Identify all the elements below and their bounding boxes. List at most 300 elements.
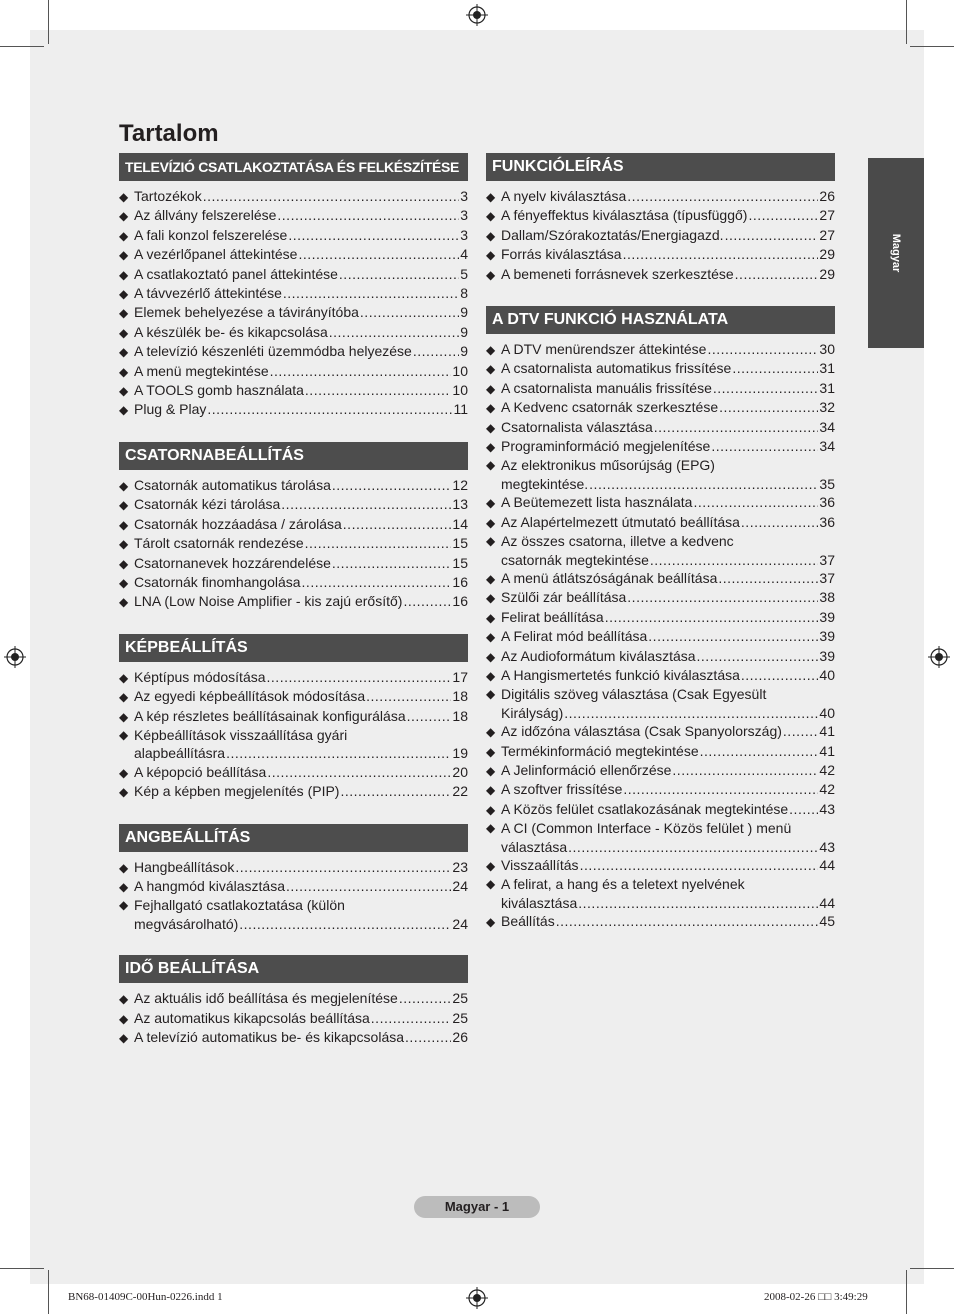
toc-entry[interactable] xyxy=(119,877,468,896)
toc-page-number: 37 xyxy=(819,551,835,568)
toc-entry[interactable] xyxy=(119,495,468,514)
toc-page-number: 18 xyxy=(452,707,468,724)
page-title: Tartalom xyxy=(119,120,219,147)
toc-entry[interactable] xyxy=(119,726,468,763)
section-heading: IDŐ BEÁLLÍTÁSA xyxy=(119,955,468,983)
toc-entry-label: A televízió készenléti üzemmódba helyezése xyxy=(134,343,412,360)
dot-leader xyxy=(360,303,459,321)
dot-leader xyxy=(413,342,459,360)
toc-entry[interactable] xyxy=(486,493,835,512)
toc-page-number: 16 xyxy=(452,593,468,610)
diamond-bullet-icon: ◆ xyxy=(119,190,129,204)
diamond-bullet-icon: ◆ xyxy=(486,343,496,358)
dot-leader xyxy=(741,513,819,531)
toc-entry-label: Plug & Play xyxy=(134,401,207,418)
toc-entry[interactable] xyxy=(119,362,468,381)
dot-leader xyxy=(713,379,819,397)
toc-entry-label: Fejhallgató csatlakoztatása (külön xyxy=(134,897,345,914)
diamond-bullet-icon: ◆ xyxy=(486,362,496,377)
dot-leader xyxy=(741,666,819,684)
toc-section xyxy=(119,442,468,612)
toc-page-number: 10 xyxy=(452,362,468,379)
diamond-bullet-icon: ◆ xyxy=(486,610,496,625)
crop-mark xyxy=(910,46,954,47)
toc-page-number: 45 xyxy=(819,913,835,930)
dot-leader xyxy=(707,340,818,358)
dot-leader xyxy=(732,359,818,377)
toc-entry-label: A menü átlátszóságának beállítása xyxy=(501,569,718,586)
toc-entry-label: A Beütemezett lista használata xyxy=(501,494,693,511)
diamond-bullet-icon: ◆ xyxy=(486,381,496,396)
toc-page-number: 34 xyxy=(819,438,835,455)
toc-entry[interactable] xyxy=(119,687,468,706)
toc-entry-label: Csatornanevek hozzárendelése xyxy=(134,554,331,571)
toc-entry[interactable] xyxy=(119,989,468,1008)
toc-entry-label: Az időzóna választása (Csak Spanyolország) xyxy=(501,723,782,740)
toc-page-number: 15 xyxy=(452,554,468,571)
diamond-bullet-icon: ◆ xyxy=(486,859,496,873)
diamond-bullet-icon: ◆ xyxy=(119,595,129,610)
toc-entry[interactable] xyxy=(486,513,835,532)
toc-entry-label: A csatlakoztató panel áttekintése xyxy=(134,265,338,282)
toc-entry-label-cont: alapbeállításra xyxy=(134,745,226,762)
toc-page-number: 31 xyxy=(819,379,835,396)
toc-page-number: 5 xyxy=(460,265,468,282)
diamond-bullet-icon: ◆ xyxy=(119,898,129,913)
toc-entry[interactable] xyxy=(119,265,468,284)
dot-leader xyxy=(226,744,451,762)
toc-page-number: 43 xyxy=(819,800,835,817)
toc-entry-label: Termékinformáció megtekintése xyxy=(501,742,699,759)
diamond-bullet-icon: ◆ xyxy=(119,498,129,513)
crop-mark xyxy=(906,0,907,44)
dot-leader xyxy=(267,668,452,686)
toc-entry-label: Csatornák kézi tárolása xyxy=(134,496,281,513)
diamond-bullet-icon: ◆ xyxy=(119,384,129,399)
crop-mark xyxy=(0,1268,44,1269)
dot-leader xyxy=(654,418,819,436)
toc-entry-label-cont: kiválasztása xyxy=(501,894,578,911)
toc-entry-label: A képopció beállítása xyxy=(134,763,267,780)
diamond-bullet-icon: ◆ xyxy=(486,228,496,243)
diamond-bullet-icon: ◆ xyxy=(486,440,496,455)
diamond-bullet-icon: ◆ xyxy=(486,783,496,798)
crop-mark xyxy=(910,1268,954,1269)
toc-entry-label: A kép részletes beállításainak konfigurálása xyxy=(134,707,406,724)
toc-entry[interactable] xyxy=(486,569,835,588)
dot-leader xyxy=(568,838,818,856)
dot-leader xyxy=(277,206,459,224)
toc-entry[interactable] xyxy=(119,342,468,361)
diamond-bullet-icon: ◆ xyxy=(486,915,496,930)
toc-entry[interactable] xyxy=(119,858,468,877)
dot-leader xyxy=(332,554,452,572)
toc-page-number: 26 xyxy=(452,1029,468,1045)
toc-entry-label: A Kedvenc csatornák szerkesztése xyxy=(501,399,719,416)
toc-entry[interactable] xyxy=(486,398,835,417)
toc-page-number: 8 xyxy=(460,285,468,302)
toc-entry[interactable] xyxy=(486,187,835,206)
diamond-bullet-icon: ◆ xyxy=(119,575,129,590)
toc-entry-label: Az egyedi képbeállítások módosítása xyxy=(134,688,366,705)
toc-entry-label: Felirat beállítása xyxy=(501,608,604,625)
toc-page-number: 9 xyxy=(460,323,468,340)
toc-entry-label: Képtípus módosítása xyxy=(134,668,266,685)
toc-entry[interactable] xyxy=(486,875,835,912)
toc-page-number: 34 xyxy=(819,418,835,435)
toc-page-number: 12 xyxy=(452,476,468,493)
toc-entry-label: Forrás kiválasztása xyxy=(501,246,622,263)
toc-entry[interactable] xyxy=(486,226,835,245)
toc-entry-label: Az aktuális idő beállítása és megjelenítése xyxy=(134,990,398,1007)
dot-leader xyxy=(648,627,818,645)
dot-leader xyxy=(589,475,818,493)
dot-leader xyxy=(305,381,452,399)
toc-entry[interactable] xyxy=(486,359,835,378)
diamond-bullet-icon: ◆ xyxy=(486,534,496,549)
toc-entry-label: A televízió automatikus be- és kikapcsolása xyxy=(134,1029,405,1045)
footer-file-info: BN68-01409C-00Hun-0226.indd 1 xyxy=(68,1291,223,1303)
toc-entry[interactable] xyxy=(486,379,835,398)
diamond-bullet-icon: ◆ xyxy=(119,478,129,493)
diamond-bullet-icon: ◆ xyxy=(119,325,129,340)
toc-section xyxy=(486,306,835,932)
section-heading: KÉPBEÁLLÍTÁS xyxy=(119,634,468,662)
toc-entry-label: A menü megtekintése xyxy=(134,362,269,379)
toc-page-number: 37 xyxy=(819,569,835,586)
diamond-bullet-icon: ◆ xyxy=(119,403,129,418)
diamond-bullet-icon: ◆ xyxy=(119,287,129,302)
dot-leader xyxy=(339,265,459,283)
dot-leader xyxy=(564,704,818,722)
diamond-bullet-icon: ◆ xyxy=(486,190,496,204)
diamond-bullet-icon: ◆ xyxy=(119,1031,129,1045)
toc-entry[interactable] xyxy=(486,265,835,284)
toc-page-number: 17 xyxy=(452,668,468,685)
toc-page-number: 15 xyxy=(452,535,468,552)
toc-page-number: 3 xyxy=(460,188,468,204)
toc-entry[interactable] xyxy=(119,668,468,687)
diamond-bullet-icon: ◆ xyxy=(119,860,129,875)
toc-entry-label: A Jelinformáció ellenőrzése xyxy=(501,761,672,778)
diamond-bullet-icon: ◆ xyxy=(119,709,129,724)
toc-entry-label: A CI (Common Interface - Közös felület ) menü xyxy=(501,820,792,837)
toc-entry[interactable] xyxy=(119,381,468,400)
dot-leader xyxy=(627,588,818,606)
diamond-bullet-icon: ◆ xyxy=(119,228,129,243)
toc-page-number: 9 xyxy=(460,343,468,360)
toc-page-number: 25 xyxy=(452,990,468,1007)
toc-entry-label: A fali konzol felszerelése xyxy=(134,226,288,243)
toc-entry-label: Az automatikus kikapcsolás beállítása xyxy=(134,1009,370,1026)
toc-entry-label: A távvezérlő áttekintése xyxy=(134,285,282,302)
toc-entry-label: A csatornalista manuális frissítése xyxy=(501,379,712,396)
toc-page-number: 3 xyxy=(460,207,468,224)
diamond-bullet-icon: ◆ xyxy=(119,248,129,263)
diamond-bullet-icon: ◆ xyxy=(486,802,496,817)
diamond-bullet-icon: ◆ xyxy=(486,515,496,530)
crop-mark xyxy=(0,46,44,47)
toc-entry-label: A csatornalista automatikus frissítése xyxy=(501,360,732,377)
toc-page-number: 38 xyxy=(819,589,835,606)
toc-right-column xyxy=(486,153,835,954)
dot-leader xyxy=(578,894,818,912)
toc-entry-label: Képbeállítások visszaállítása gyári xyxy=(134,726,348,743)
toc-page-number: 39 xyxy=(819,628,835,645)
dot-leader xyxy=(748,206,818,224)
toc-page-number: 14 xyxy=(452,515,468,532)
diamond-bullet-icon: ◆ xyxy=(119,670,129,685)
toc-page-number: 3 xyxy=(460,226,468,243)
toc-entry[interactable] xyxy=(119,303,468,322)
toc-page-number: 20 xyxy=(452,763,468,780)
toc-entry[interactable] xyxy=(119,323,468,342)
dot-leader xyxy=(302,573,452,591)
toc-entry-label: Digitális szöveg választása (Csak Egyesült xyxy=(501,686,767,703)
toc-page-number: 44 xyxy=(819,857,835,873)
toc-entry[interactable] xyxy=(119,1009,468,1028)
toc-page-number: 42 xyxy=(819,761,835,778)
dot-leader xyxy=(650,551,819,569)
toc-page-number: 24 xyxy=(452,915,468,932)
diamond-bullet-icon: ◆ xyxy=(486,591,496,606)
diamond-bullet-icon: ◆ xyxy=(486,420,496,435)
toc-entry[interactable] xyxy=(486,456,835,493)
toc-page-number: 44 xyxy=(819,894,835,911)
dot-leader xyxy=(556,912,819,930)
toc-page-number: 39 xyxy=(819,647,835,664)
diamond-bullet-icon: ◆ xyxy=(119,879,129,894)
dot-leader xyxy=(718,569,818,587)
toc-entry-label: Elemek behelyezése a távirányítóba xyxy=(134,304,359,321)
toc-section xyxy=(119,955,468,1047)
toc-page-number: 13 xyxy=(452,496,468,513)
section-heading: ANGBEÁLLÍTÁS xyxy=(119,824,468,852)
toc-entry-label: Az állvány felszerelése xyxy=(134,207,277,224)
toc-entry[interactable] xyxy=(486,666,835,685)
toc-entry[interactable] xyxy=(119,1028,468,1047)
toc-entry[interactable] xyxy=(119,763,468,782)
toc-entry-label: Szülői zár beállítása xyxy=(501,589,627,606)
registration-mark-icon xyxy=(466,4,488,26)
toc-page-number: 23 xyxy=(452,858,468,875)
toc-entry[interactable] xyxy=(486,819,835,856)
crop-mark xyxy=(48,1270,49,1314)
dot-leader xyxy=(735,265,819,283)
toc-page-number: 42 xyxy=(819,781,835,798)
diamond-bullet-icon: ◆ xyxy=(486,668,496,683)
toc-page-number: 29 xyxy=(819,246,835,263)
diamond-bullet-icon: ◆ xyxy=(119,785,129,800)
section-heading: TELEVÍZIÓ CSATLAKOZTATÁSA ÉS FELKÉSZÍTÉSE xyxy=(119,153,468,181)
toc-page-number: 36 xyxy=(819,494,835,511)
toc-entry-label: Tartozékok xyxy=(134,188,202,204)
toc-entry[interactable] xyxy=(119,534,468,553)
section-heading: FUNKCIÓLEÍRÁS xyxy=(486,153,835,181)
toc-entry-label-cont: megtekintése. xyxy=(501,475,589,492)
dot-leader xyxy=(281,495,451,513)
dot-leader xyxy=(283,284,459,302)
dot-leader xyxy=(239,915,451,933)
toc-entry-label: A Közös felület csatlakozásának megtekintése xyxy=(501,800,789,817)
toc-entry-label: Csatornák hozzáadása / zárolása xyxy=(134,515,342,532)
toc-entry[interactable] xyxy=(486,206,835,225)
toc-entry[interactable] xyxy=(486,245,835,264)
registration-mark-icon xyxy=(4,646,26,668)
toc-entry[interactable] xyxy=(119,592,468,611)
crop-mark xyxy=(906,1270,907,1314)
toc-entry[interactable] xyxy=(119,573,468,592)
diamond-bullet-icon: ◆ xyxy=(119,556,129,571)
dot-leader xyxy=(405,1028,451,1046)
toc-page-number: 40 xyxy=(819,666,835,683)
diamond-bullet-icon: ◆ xyxy=(119,690,129,705)
toc-entry[interactable] xyxy=(486,608,835,627)
dot-leader xyxy=(399,989,452,1007)
dot-leader xyxy=(693,493,818,511)
toc-entry-label: A Hangismertetés funkció kiválasztása xyxy=(501,666,740,683)
toc-entry[interactable] xyxy=(119,476,468,495)
toc-page-number: 39 xyxy=(819,608,835,625)
dot-leader xyxy=(235,858,451,876)
dot-leader xyxy=(623,245,819,263)
toc-page-number: 16 xyxy=(452,573,468,590)
toc-entry-label: A Felirat mód beállítása xyxy=(501,628,648,645)
toc-page-number: 35 xyxy=(819,475,835,492)
toc-entry[interactable] xyxy=(486,647,835,666)
toc-entry-label: A szoftver frissítése xyxy=(501,781,623,798)
crop-mark xyxy=(48,0,49,44)
toc-entry-label: Visszaállítás xyxy=(501,857,579,873)
toc-entry[interactable] xyxy=(119,782,468,801)
diamond-bullet-icon: ◆ xyxy=(486,725,496,740)
toc-entry-label: Az összes csatorna, illetve a kedvenc xyxy=(501,533,734,550)
diamond-bullet-icon: ◆ xyxy=(119,345,129,360)
toc-entry[interactable] xyxy=(119,400,468,419)
toc-page-number: 22 xyxy=(452,783,468,800)
toc-entry[interactable] xyxy=(119,206,468,225)
diamond-bullet-icon: ◆ xyxy=(486,496,496,511)
diamond-bullet-icon: ◆ xyxy=(486,877,496,892)
diamond-bullet-icon: ◆ xyxy=(119,209,129,224)
toc-entry-label: Beállítás xyxy=(501,913,555,930)
toc-entry[interactable] xyxy=(486,912,835,931)
dot-leader xyxy=(725,226,819,244)
toc-page-number: 30 xyxy=(819,341,835,358)
diamond-bullet-icon: ◆ xyxy=(119,267,129,282)
toc-entry-label: Az elektronikus műsorújság (EPG) xyxy=(501,457,715,474)
toc-entry-label: A nyelv kiválasztása xyxy=(501,188,627,204)
toc-entry[interactable] xyxy=(486,418,835,437)
toc-page-number: 18 xyxy=(452,688,468,705)
diamond-bullet-icon: ◆ xyxy=(486,571,496,586)
toc-entry[interactable] xyxy=(486,761,835,780)
toc-entry[interactable] xyxy=(119,707,468,726)
toc-page-number: 40 xyxy=(819,704,835,721)
toc-page-number: 27 xyxy=(819,207,835,224)
toc-entry[interactable] xyxy=(486,532,835,569)
toc-section xyxy=(119,634,468,802)
dot-leader xyxy=(627,187,818,205)
dot-leader xyxy=(340,782,451,800)
toc-entry[interactable] xyxy=(486,588,835,607)
toc-entry[interactable] xyxy=(119,554,468,573)
diamond-bullet-icon: ◆ xyxy=(486,209,496,224)
toc-entry[interactable] xyxy=(486,722,835,741)
diamond-bullet-icon: ◆ xyxy=(486,744,496,759)
toc-entry[interactable] xyxy=(119,896,468,933)
registration-mark-icon xyxy=(928,646,950,668)
toc-entry-label: Dallam/Szórakoztatás/Energiagazd. xyxy=(501,226,724,243)
dot-leader xyxy=(605,608,819,626)
toc-entry[interactable] xyxy=(119,187,468,206)
toc-page-number: 19 xyxy=(452,745,468,762)
toc-entry[interactable] xyxy=(119,515,468,534)
toc-page-number: 32 xyxy=(819,399,835,416)
toc-entry-label: A készülék be- és kikapcsolása xyxy=(134,323,328,340)
diamond-bullet-icon: ◆ xyxy=(119,537,129,552)
diamond-bullet-icon: ◆ xyxy=(119,765,129,780)
toc-entry-label: A fényeffektus kiválasztása (típusfüggő) xyxy=(501,207,748,224)
toc-entry[interactable] xyxy=(486,685,835,722)
toc-entry[interactable] xyxy=(486,856,835,875)
dot-leader xyxy=(366,687,451,705)
toc-entry[interactable] xyxy=(486,437,835,456)
diamond-bullet-icon: ◆ xyxy=(119,306,129,321)
toc-entry[interactable] xyxy=(486,340,835,359)
dot-leader xyxy=(711,437,818,455)
dot-leader xyxy=(403,592,451,610)
toc-entry-label: Programinformáció megjelenítése xyxy=(501,438,711,455)
section-heading: CSATORNABEÁLLÍTÁS xyxy=(119,442,468,470)
dot-leader xyxy=(672,761,818,779)
dot-leader xyxy=(719,398,818,416)
diamond-bullet-icon: ◆ xyxy=(119,364,129,379)
toc-entry-label: Tárolt csatornák rendezése xyxy=(134,535,304,552)
dot-leader xyxy=(298,245,459,263)
dot-leader xyxy=(305,534,452,552)
toc-entry[interactable] xyxy=(119,226,468,245)
diamond-bullet-icon: ◆ xyxy=(486,821,496,836)
dot-leader xyxy=(332,476,452,494)
toc-entry-label: A hangmód kiválasztása xyxy=(134,877,285,894)
toc-entry-label: Hangbeállítások xyxy=(134,858,235,875)
toc-page-number: 29 xyxy=(819,265,835,282)
toc-entry-label: Kép a képben megjelenítés (PIP) xyxy=(134,783,340,800)
toc-entry[interactable] xyxy=(486,780,835,799)
dot-leader xyxy=(343,515,452,533)
dot-leader xyxy=(267,763,451,781)
toc-entry[interactable] xyxy=(486,627,835,646)
toc-entry-label: A bemeneti forrásnevek szerkesztése xyxy=(501,265,734,282)
toc-section xyxy=(119,153,468,420)
toc-entry[interactable] xyxy=(486,800,835,819)
dot-leader xyxy=(697,647,819,665)
toc-entry[interactable] xyxy=(486,742,835,761)
dot-leader xyxy=(288,226,459,244)
toc-page-number: 41 xyxy=(819,723,835,740)
toc-entry-label: Csatornák automatikus tárolása xyxy=(134,476,331,493)
registration-mark-icon xyxy=(466,1287,488,1309)
toc-entry-label: LNA (Low Noise Amplifier - kis zajú erősítő) xyxy=(134,593,403,610)
toc-entry-label: A felirat, a hang és a teletext nyelvének xyxy=(501,876,745,893)
diamond-bullet-icon: ◆ xyxy=(486,248,496,263)
dot-leader xyxy=(700,742,819,760)
toc-entry-label-cont: Királyság) xyxy=(501,704,564,721)
toc-entry[interactable] xyxy=(119,284,468,303)
toc-entry[interactable] xyxy=(119,245,468,264)
toc-entry-label: Csatornalista választása xyxy=(501,418,653,435)
